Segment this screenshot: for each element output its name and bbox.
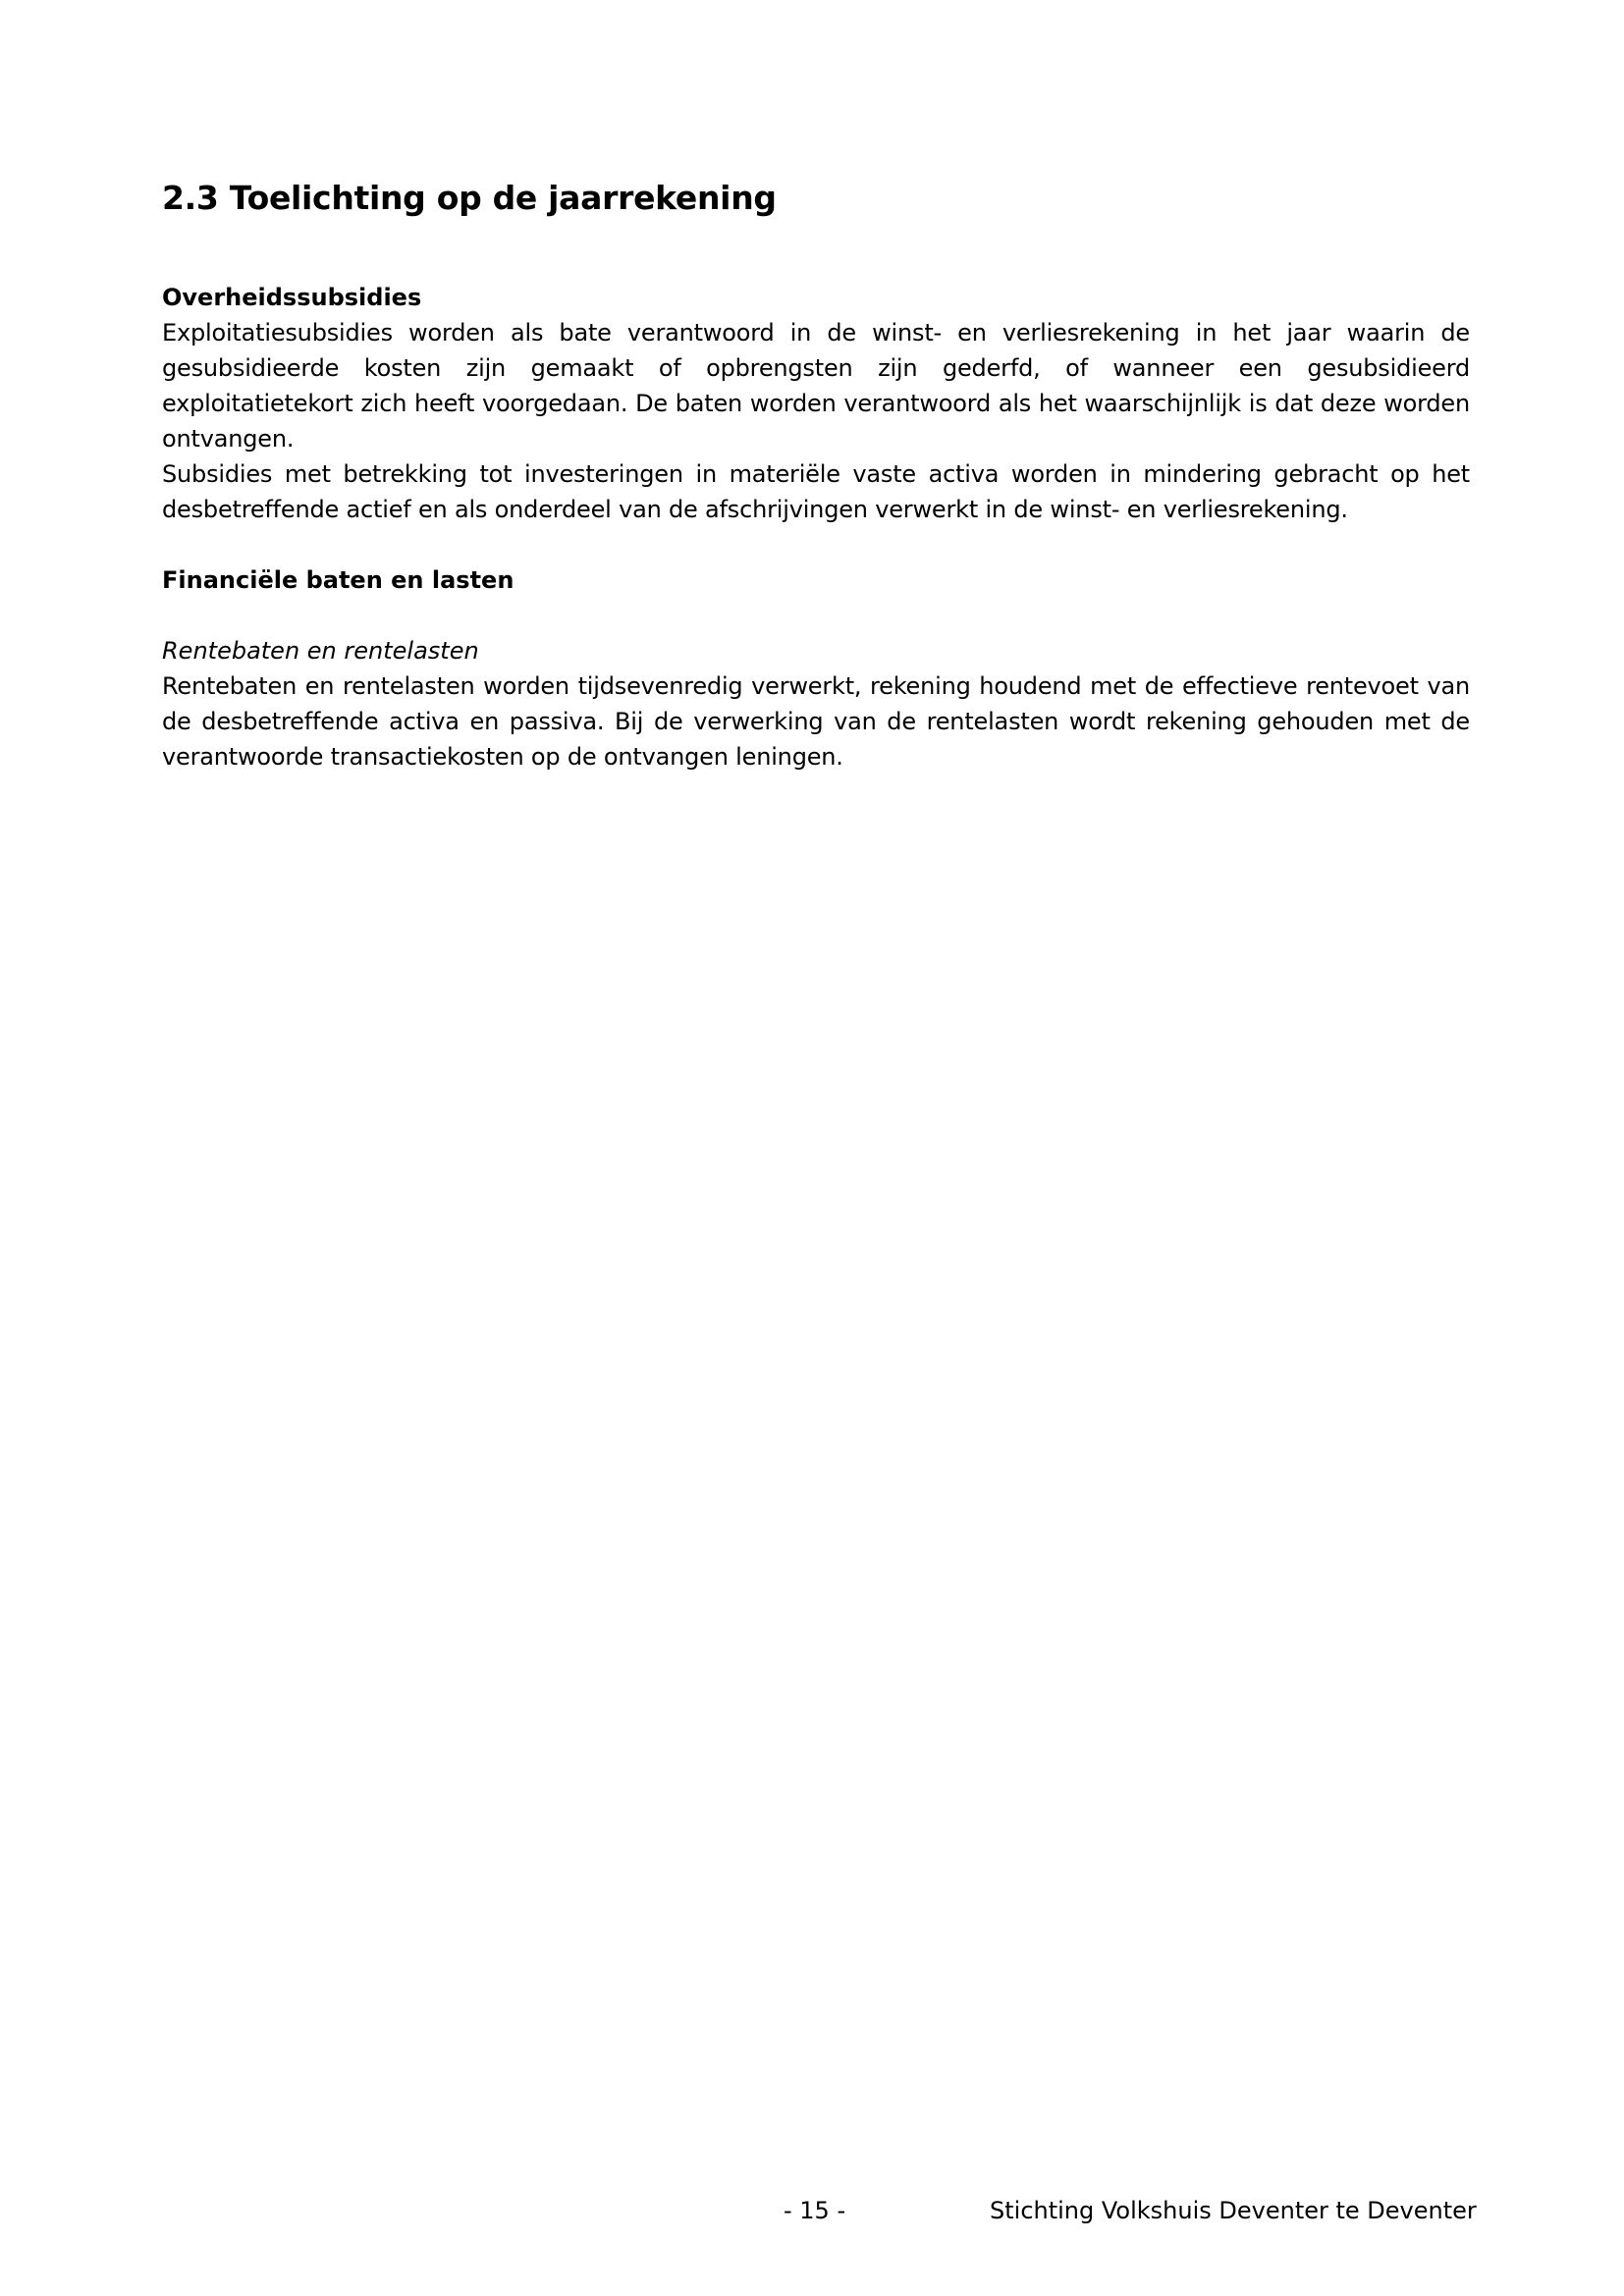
overheidssubsidies-paragraph-1: Exploitatiesubsidies worden als bate verantwoord in de winst- en verliesrekening in het jaar waarin de gesubsidieerde kosten zijn gemaakt of opbrengsten zijn gederfd, of wanneer een gesubsidieerd exploitatietekort zich heeft voorgedaan. De baten worden verantwoord als het waarschijnlijk is dat deze worden ontvangen. <box>162 319 1470 453</box>
overheidssubsidies-heading: Overheidssubsidies <box>162 284 422 311</box>
overheidssubsidies-section <box>162 280 1470 527</box>
rente-paragraph: Rentebaten en rentelasten worden tijdsevenredig verwerkt, rekening houdend met de effectieve rentevoet van de desbetreffende activa en passiva. Bij de verwerking van de rentelasten wordt rekening gehouden met de verantwoorde transactiekosten op de ontvangen leningen. <box>162 672 1470 771</box>
spacer <box>162 598 1470 633</box>
footer-organization: Stichting Volkshuis Deventer te Deventer <box>990 2197 1477 2224</box>
financiele-heading: Financiële baten en lasten <box>162 566 514 594</box>
spacer <box>162 527 1470 562</box>
overheidssubsidies-paragraph-2: Subsidies met betrekking tot investeringen in materiële vaste activa worden in mindering gebracht op het desbetreffende actief en als onderdeel van de afschrijvingen verwerkt in de winst- en verliesrekening. <box>162 460 1470 523</box>
page-footer <box>0 2193 1624 2232</box>
document-page <box>162 173 1470 774</box>
section-title: 2.3 Toelichting op de jaarrekening <box>162 179 777 217</box>
rente-subheading: Rentebaten en rentelasten <box>162 637 479 665</box>
financiele-section <box>162 562 1470 774</box>
page-number: - 15 - <box>784 2197 846 2224</box>
